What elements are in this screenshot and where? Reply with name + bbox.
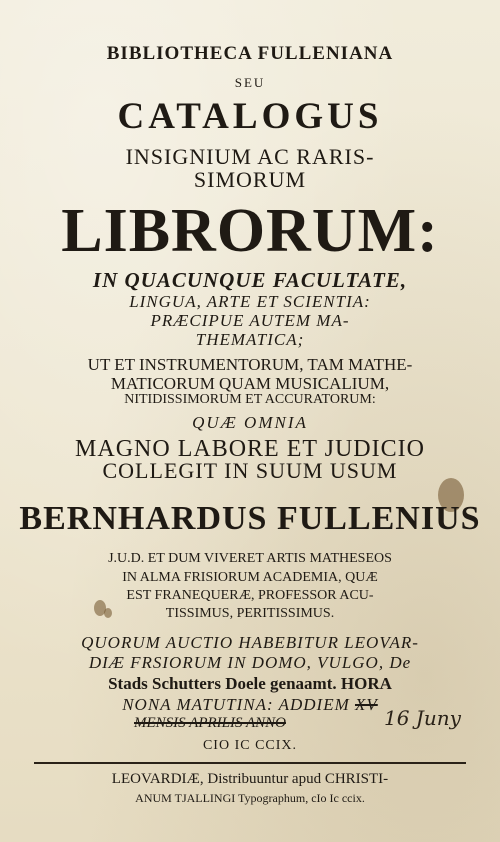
author-name: BERNHARDUS FULLENIUS <box>19 500 481 537</box>
title-line-5: SIMORUM <box>193 167 307 192</box>
title-line-16: COLLEGIT IN SUUM USUM <box>102 458 398 483</box>
title-line-1: BIBLIOTHECA FULLENIANA <box>106 43 394 64</box>
addiem-text: NONA MATUTINA: ADDIEM <box>122 695 350 714</box>
struck-month-line: MENSIS APRILIS ANNO <box>134 715 286 731</box>
imprint-rule <box>34 762 466 764</box>
imprint-line-1: LEOVARDIÆ, Distribuuntur apud CHRISTI- <box>111 771 389 787</box>
title-line-12: MATICORUM QUAM MUSICALIUM, <box>110 374 390 393</box>
title-line-19: IN ALMA FRISIORUM ACADEMIA, QUÆ <box>122 570 378 585</box>
imprint-line-2: ANUM TJALLINGI Typographum, cIo Ic ccix. <box>135 791 365 805</box>
title-line-11: UT ET INSTRUMENTORUM, TAM MATHE- <box>87 355 413 374</box>
title-line-9: PRÆCIPUE AUTEM MA- <box>150 311 350 330</box>
handwritten-date-note: 16 Juny <box>384 706 461 730</box>
title-line-18: J.U.D. ET DUM VIVERET ARTIS MATHESEOS <box>108 551 392 566</box>
title-line-23: DIÆ FRSIORUM IN DOMO, VULGO, De <box>88 653 412 672</box>
title-line-20: EST FRANEQUERÆ, PROFESSOR ACU- <box>126 588 374 603</box>
title-line-6-librorum: LIBRORUM: <box>61 197 439 265</box>
title-line-3: CATALOGUS <box>117 96 383 137</box>
title-line-10: THEMATICA; <box>195 330 305 349</box>
title-line-7: IN QUACUNQUE FACULTATE, <box>92 268 408 292</box>
title-line-8: LINGUA, ARTE ET SCIENTIA: <box>129 292 371 311</box>
struck-day-number: XV <box>354 695 378 714</box>
title-line-21: TISSIMUS, PERITISSIMUS. <box>165 606 335 621</box>
title-line-14: QUÆ OMNIA <box>192 413 308 432</box>
title-line-15: MAGNO LABORE ET JUDICIO <box>75 436 425 462</box>
title-line-2: SEU <box>234 75 266 90</box>
title-line-13: NITIDISSIMORUM ET ACCURATORUM: <box>124 392 376 407</box>
title-line-22: QUORUM AUCTIO HABEBITUR LEOVAR- <box>81 633 419 652</box>
title-line-24: Stads Schutters Doele genaamt. HORA <box>108 674 392 693</box>
title-year: CIO IC CCIX. <box>202 738 298 753</box>
title-line-4: INSIGNIUM AC RARIS- <box>125 144 375 169</box>
